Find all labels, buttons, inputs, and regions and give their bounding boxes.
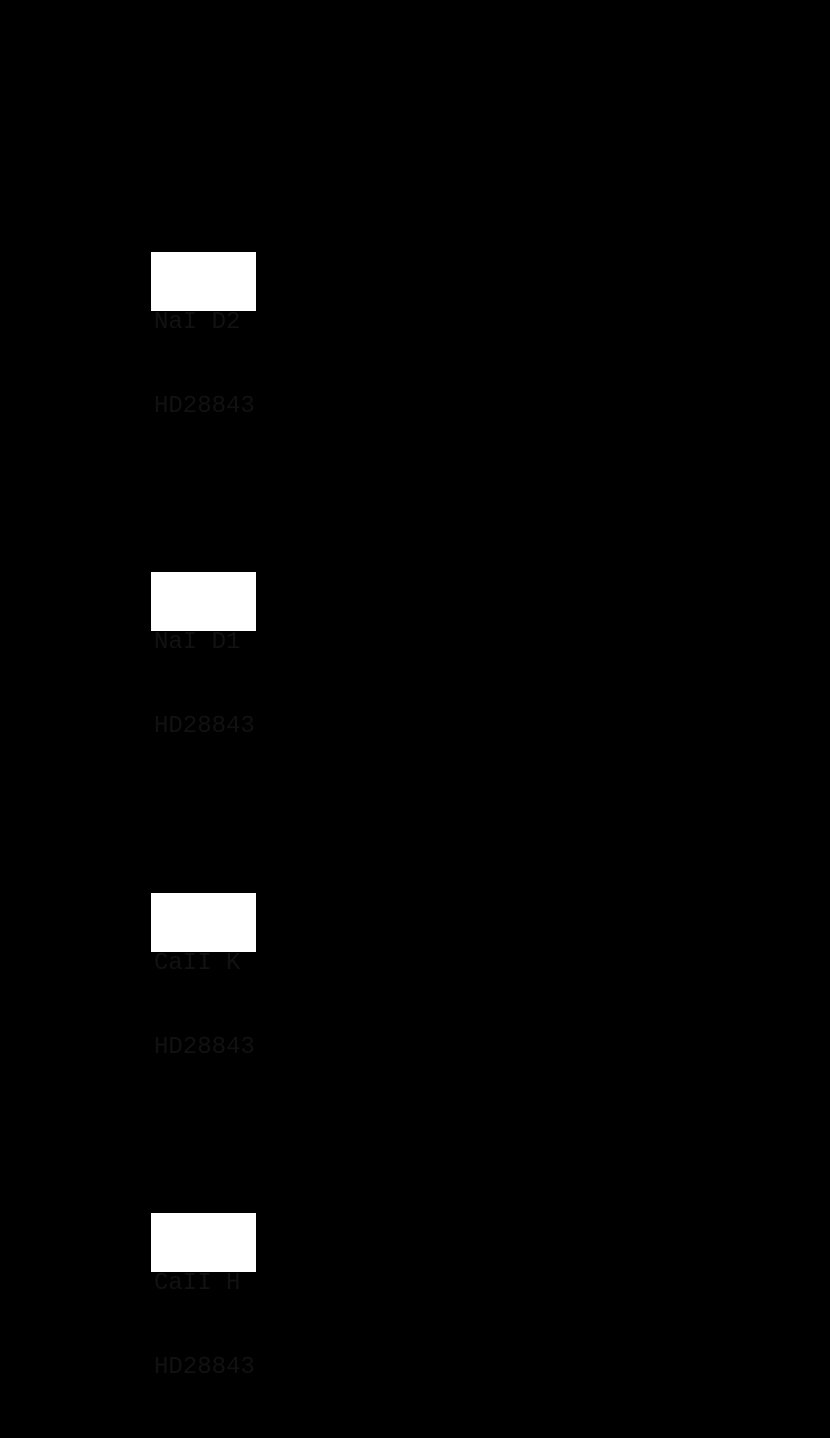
- star-id-label: HD28843: [154, 393, 255, 420]
- spectral-line-label: CaII K: [154, 950, 241, 977]
- spectral-line-label: NaI D2: [154, 309, 241, 336]
- spectral-line-label: NaI D1: [154, 629, 241, 656]
- star-id-label: HD28843: [154, 713, 255, 740]
- panel-1-label-box: [151, 252, 256, 420]
- star-id-label: HD28843: [154, 1354, 255, 1381]
- panel-2-label-box: [151, 572, 256, 740]
- panel-3-label-box: [151, 893, 256, 1061]
- panel-4-label-box: [151, 1213, 256, 1381]
- spectral-line-label: CaII H: [154, 1270, 241, 1297]
- star-id-label: HD28843: [154, 1034, 255, 1061]
